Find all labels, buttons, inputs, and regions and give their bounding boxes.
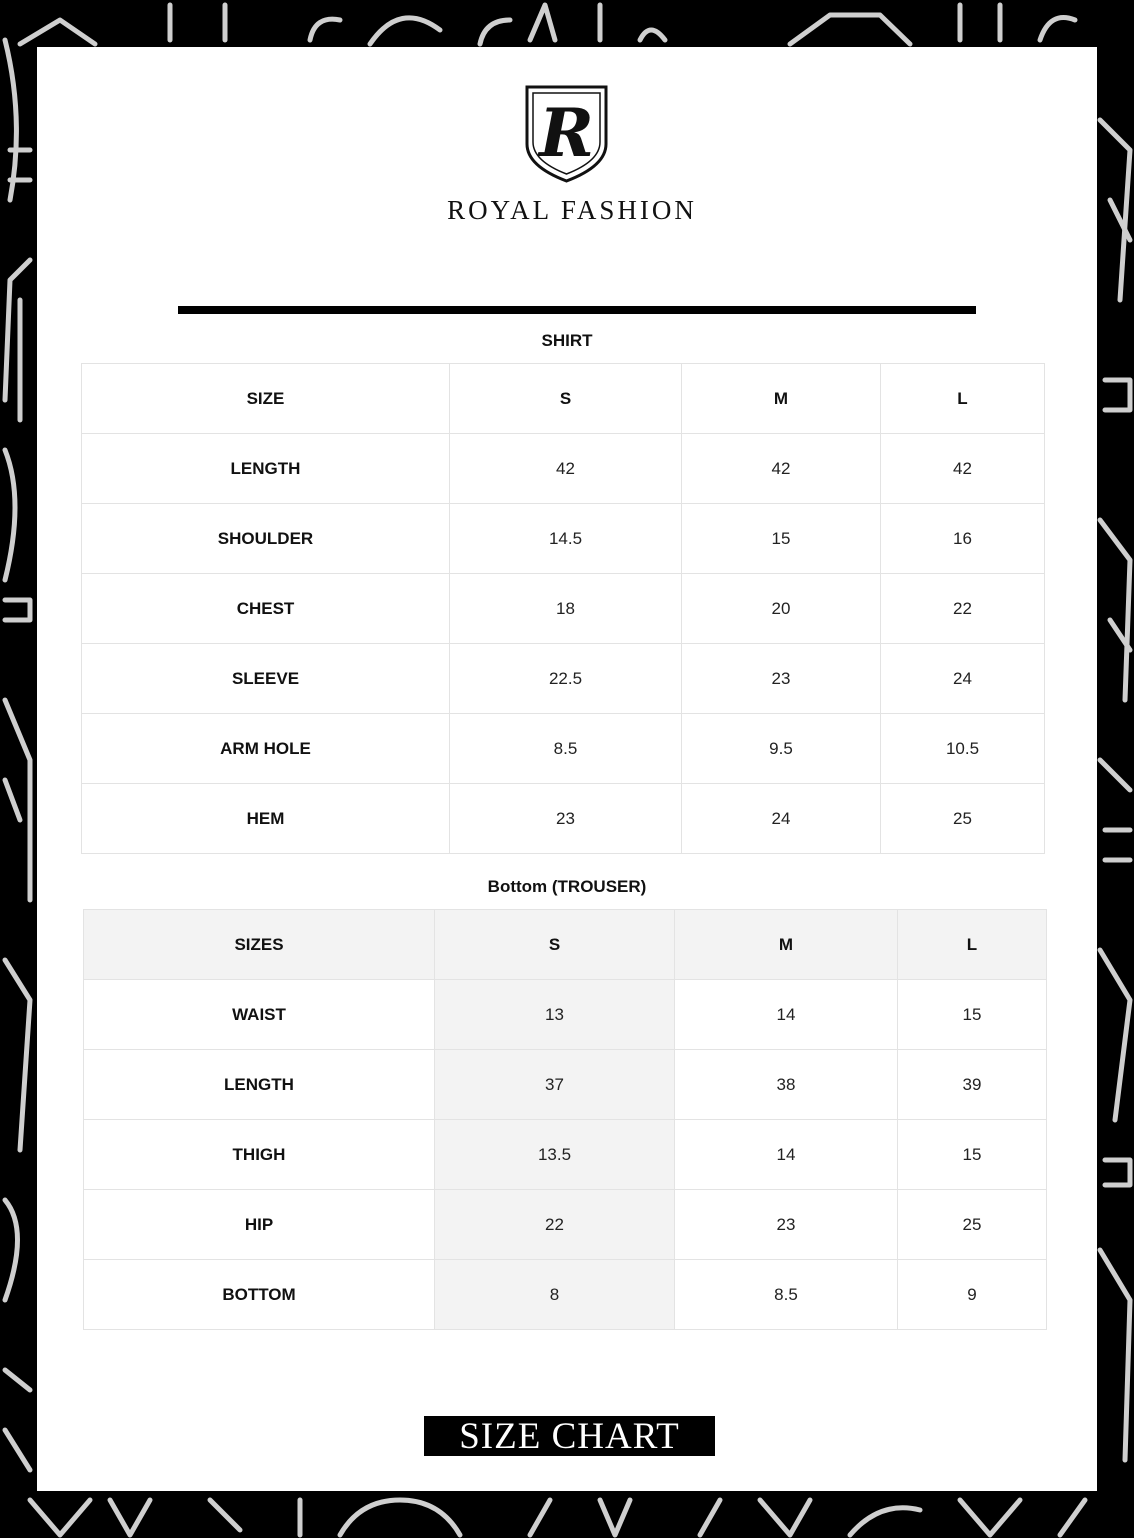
header-cell: L [881,364,1045,434]
table-cell: 38 [675,1050,898,1120]
table-row [82,434,1045,504]
table-cell: 13.5 [435,1120,675,1190]
table-cell: 18 [450,574,682,644]
table-cell: 39 [898,1050,1047,1120]
brand-name: ROYAL FASHION [447,195,697,225]
table-header-row [82,364,1045,434]
header-cell: M [675,910,898,980]
shirt-size-table [81,363,1045,854]
table-row [84,980,1047,1050]
row-label: BOTTOM [84,1260,435,1330]
table-row [82,784,1045,854]
table-cell: 15 [898,1120,1047,1190]
table-cell: 24 [682,784,881,854]
size-chart-label: SIZE CHART [424,1416,715,1456]
table-row [82,574,1045,644]
table-cell: 8.5 [450,714,682,784]
table-cell: 37 [435,1050,675,1120]
table-cell: 9 [898,1260,1047,1330]
table-row [82,504,1045,574]
size-chart-card [37,47,1097,1491]
table-cell: 22 [881,574,1045,644]
row-label: ARM HOLE [82,714,450,784]
table-header-row [84,910,1047,980]
table-cell: 22.5 [450,644,682,714]
divider-rule [178,306,976,314]
table-cell: 14 [675,1120,898,1190]
table-cell: 42 [682,434,881,504]
table-cell: 9.5 [682,714,881,784]
trouser-size-table [83,909,1047,1330]
table-cell: 14.5 [450,504,682,574]
table-cell: 14 [675,980,898,1050]
table-row [84,1050,1047,1120]
header-cell: S [435,910,675,980]
header-cell: S [450,364,682,434]
table-cell: 24 [881,644,1045,714]
row-label: THIGH [84,1120,435,1190]
table-cell: 23 [682,644,881,714]
table-cell: 25 [898,1190,1047,1260]
row-label: SHOULDER [82,504,450,574]
header-cell: SIZE [82,364,450,434]
table-cell: 15 [682,504,881,574]
row-label: CHEST [82,574,450,644]
row-label: WAIST [84,980,435,1050]
table-cell: 20 [682,574,881,644]
table-cell: 23 [675,1190,898,1260]
row-label: SLEEVE [82,644,450,714]
trouser-section-title: Bottom (TROUSER) [487,877,647,896]
header-cell: M [682,364,881,434]
table-cell: 8.5 [675,1260,898,1330]
row-label: HEM [82,784,450,854]
table-cell: 16 [881,504,1045,574]
table-cell: 42 [881,434,1045,504]
header-cell: SIZES [84,910,435,980]
table-row [84,1190,1047,1260]
table-cell: 25 [881,784,1045,854]
table-row [82,644,1045,714]
row-label: LENGTH [84,1050,435,1120]
row-label: LENGTH [82,434,450,504]
table-cell: 23 [450,784,682,854]
row-label: HIP [84,1190,435,1260]
table-cell: 22 [435,1190,675,1260]
svg-text:R: R [539,94,594,172]
shirt-section-title: SHIRT [541,331,593,350]
table-cell: 15 [898,980,1047,1050]
table-row [84,1120,1047,1190]
table-cell: 13 [435,980,675,1050]
table-cell: 8 [435,1260,675,1330]
table-row [82,714,1045,784]
table-cell: 10.5 [881,714,1045,784]
royal-fashion-shield-logo [524,84,609,184]
table-row [84,1260,1047,1330]
header-cell: L [898,910,1047,980]
table-cell: 42 [450,434,682,504]
